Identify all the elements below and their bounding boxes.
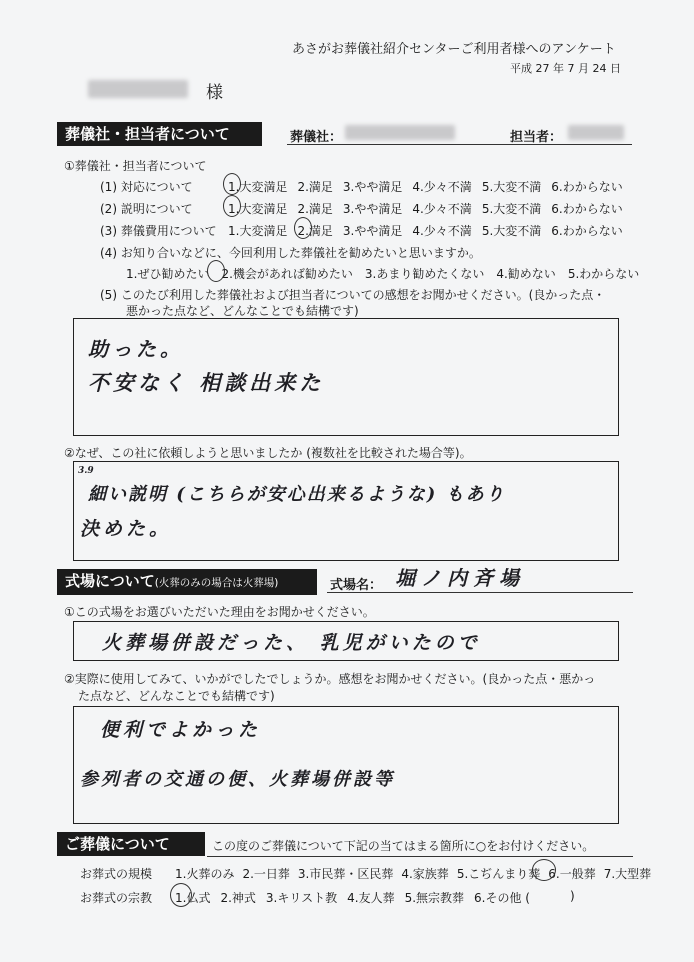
row-support-label: (1) 対応について <box>100 180 193 194</box>
answer-circle <box>532 859 556 881</box>
option[interactable]: 5.こぢんまり葬 <box>456 867 541 881</box>
option[interactable]: 5.無宗教葬 <box>404 891 465 905</box>
row-cost-options <box>228 222 623 239</box>
option[interactable]: 6.わからない <box>551 224 623 238</box>
option[interactable]: 5.大変不満 <box>481 202 542 216</box>
option[interactable]: 7.大型葬 <box>603 867 652 881</box>
option[interactable]: 2.満足 <box>297 224 333 238</box>
survey-title: あさがお葬儀社紹介センターご利用者様へのアンケート <box>292 42 616 57</box>
venue-q2-answer-line1: 便利でよかった <box>100 719 262 741</box>
section-header-venue <box>57 569 317 595</box>
option[interactable]: 3.市民葬・区民葬 <box>297 867 394 881</box>
option[interactable]: 4.少々不満 <box>412 180 472 194</box>
q5-answer-line1: 助った。 <box>88 337 184 361</box>
section-header-funeral-company: 葬儀社・担当者について <box>57 122 262 146</box>
option[interactable]: 1.大変満足 <box>228 202 288 216</box>
row-explanation-label: (2) 説明について <box>100 202 193 216</box>
header-underline <box>287 144 632 145</box>
option[interactable]: 5.大変不満 <box>481 224 542 238</box>
q5-text-line1: (5) このたび利用した葬儀社および担当者についての感想をお聞かせください。(良かった点・ <box>100 288 606 302</box>
answer-circle <box>207 260 225 282</box>
option[interactable]: 1.大変満足 <box>228 224 288 238</box>
q2-answer-mark: 3.9 <box>78 466 94 476</box>
option[interactable]: 4.少々不満 <box>412 202 472 216</box>
option[interactable]: 1.火葬のみ <box>175 867 235 881</box>
option[interactable]: 3.やや満足 <box>342 180 403 194</box>
venue-q1-text: ①この式場をお選びいただいた理由をお聞かせください。 <box>64 605 375 619</box>
survey-date: 平成 27 年 7 月 24 日 <box>510 62 621 75</box>
company-label: 葬儀社： <box>290 130 343 145</box>
option[interactable]: 6.わからない <box>551 180 623 194</box>
option[interactable]: 6.わからない <box>551 202 623 216</box>
option[interactable]: 2.機会があれば勧めたい <box>221 267 353 281</box>
option[interactable]: 5.わからない <box>567 267 640 281</box>
option[interactable]: 3.キリスト教 <box>265 891 338 905</box>
venue-q2-answer-box[interactable] <box>73 706 619 824</box>
section-header-funeral: ご葬儀について <box>57 832 205 856</box>
option[interactable]: 4.少々不満 <box>412 224 472 238</box>
answer-circle <box>170 883 192 907</box>
venue-q2-line1: ②実際に使用してみて、いかがでしたでしょうか。感想をお聞かせください。(良かった点・悪かっ <box>64 672 596 686</box>
option[interactable]: 1.大変満足 <box>228 180 288 194</box>
religion-label: お葬式の宗教 <box>80 891 153 905</box>
scale-options <box>175 865 651 882</box>
option[interactable]: 3.あまり勧めたくない <box>364 267 485 281</box>
option[interactable]: 2.神式 <box>220 891 256 905</box>
q5-text-line2: 悪かった点など、どんなことでも結構です) <box>126 304 359 318</box>
answer-circle <box>294 217 312 239</box>
scale-label: お葬式の規模 <box>80 867 153 881</box>
staff-label: 担当者： <box>510 130 563 145</box>
option[interactable]: 1.ぜひ勧めたい <box>126 267 210 281</box>
option[interactable]: 4.勧めない <box>496 267 556 281</box>
venue-label: 式場名： <box>330 578 383 593</box>
q4-options <box>126 265 639 282</box>
q5-answer-box[interactable] <box>73 318 619 436</box>
redacted-company <box>345 125 455 140</box>
venue-q1-answer: 火葬場併設だった、 乳児がいたので <box>102 632 481 654</box>
religion-options <box>175 889 575 906</box>
option[interactable]: 2.満足 <box>297 202 333 216</box>
venue-section-title: 式場について <box>65 572 155 590</box>
option[interactable]: 6.一般葬 <box>548 867 596 881</box>
answer-circle <box>223 173 241 195</box>
option[interactable]: 4.家族葬 <box>401 867 449 881</box>
q4-text: (4) お知り合いなどに、今回利用した葬儀社を勧めたいと思いますか。 <box>100 246 481 260</box>
option-close-paren: ) <box>569 889 575 903</box>
q2-answer-line2: 決めた。 <box>80 518 173 540</box>
q2-heading: ②なぜ、この社に依頼しようと思いましたか (複数社を比較された場合等)。 <box>64 446 472 460</box>
q2-answer-box[interactable] <box>73 461 619 561</box>
row-support-options <box>228 178 623 195</box>
venue-answer: 堀ノ内斉場 <box>395 566 525 590</box>
redacted-name <box>88 80 188 98</box>
redacted-staff <box>568 125 624 140</box>
venue-q1-answer-box[interactable] <box>73 621 619 661</box>
option[interactable]: 2.満足 <box>297 180 333 194</box>
option[interactable]: 5.大変不満 <box>481 180 542 194</box>
honorific: 様 <box>206 83 223 103</box>
option[interactable]: 3.やや満足 <box>342 202 403 216</box>
option[interactable]: 1.仏式 <box>175 891 211 905</box>
instruction-underline <box>207 856 633 857</box>
section3-instruction: この度のご葬儀について下記の当てはまる箇所に○をお付けください。 <box>212 839 595 853</box>
q5-answer-line2: 不安なく 相談出来た <box>88 370 325 395</box>
venue-underline <box>327 592 633 593</box>
option[interactable]: 4.友人葬 <box>347 891 395 905</box>
q2-answer-line1: 細い説明 (こちらが安心出来るような) もあり <box>88 484 506 505</box>
q1-heading: ①葬儀社・担当者について <box>64 159 207 173</box>
row-explanation-options <box>228 200 623 217</box>
venue-q2-answer-line2: 参列者の交通の便、火葬場併設等 <box>80 769 395 790</box>
answer-circle <box>223 195 241 217</box>
venue-section-note: (火葬のみの場合は火葬場) <box>154 577 279 589</box>
option[interactable]: 3.やや満足 <box>342 224 403 238</box>
row-cost-label: (3) 葬儀費用について <box>100 224 217 238</box>
option[interactable]: 2.一日葬 <box>242 867 290 881</box>
venue-q2-line2: た点など、どんなことでも結構です) <box>78 689 275 703</box>
option[interactable]: 6.その他 ( <box>474 891 530 905</box>
